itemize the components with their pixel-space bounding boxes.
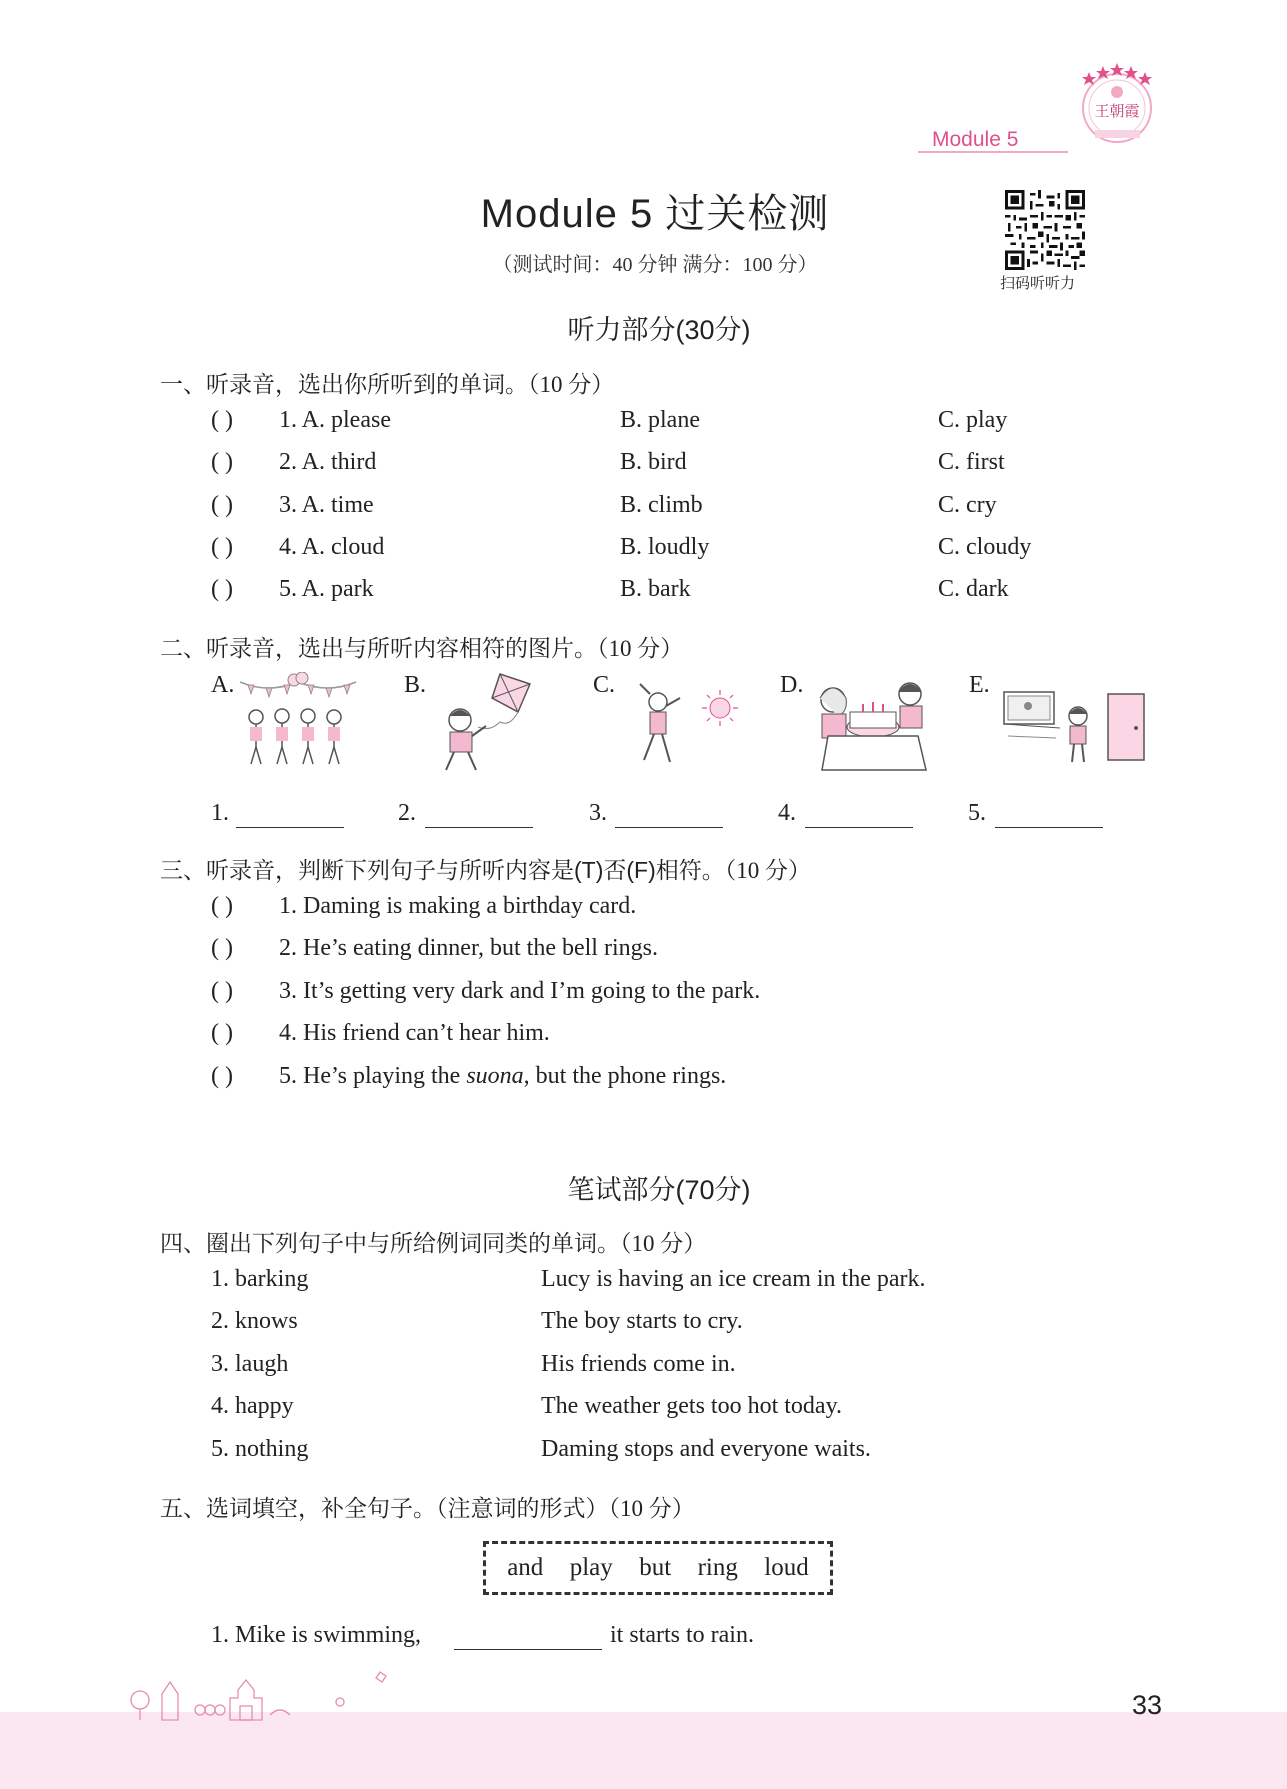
statement-text: 1. Daming is making a birthday card. bbox=[279, 893, 637, 919]
test-info: （测试时间：40 分钟 满分：100 分） bbox=[492, 254, 818, 276]
option-c: C. cloudy bbox=[938, 534, 1032, 560]
party-children-picture[interactable] bbox=[238, 672, 358, 772]
option-a: 2. A. third bbox=[279, 449, 377, 475]
answer-bracket[interactable]: ( ) bbox=[211, 576, 233, 602]
page-number: 33 bbox=[1132, 1690, 1163, 1720]
answer-blank-5[interactable] bbox=[995, 827, 1103, 828]
picture-label-e: E. bbox=[969, 672, 990, 698]
sentence-end: it starts to rain. bbox=[610, 1622, 754, 1648]
option-c: C. cry bbox=[938, 492, 997, 518]
q1-heading-text: 一、听录音，选出你所听到的单词。 bbox=[160, 371, 528, 397]
option-a: 3. A. time bbox=[279, 492, 374, 518]
option-a: 1. A. please bbox=[279, 407, 391, 433]
answer-bracket[interactable]: ( ) bbox=[211, 449, 233, 475]
boy-flying-kite-picture[interactable] bbox=[430, 672, 540, 777]
listening-section-title: 听力部分(30分) bbox=[567, 315, 751, 345]
option-b: B. loudly bbox=[620, 534, 710, 560]
option-c: C. play bbox=[938, 407, 1008, 433]
word-bank-item: ring bbox=[697, 1554, 738, 1581]
target-sentence[interactable]: The boy starts to cry. bbox=[541, 1308, 743, 1334]
q3-points: （10 分） bbox=[724, 858, 811, 883]
statement-text: 4. His friend can’t hear him. bbox=[279, 1020, 550, 1046]
writing-section-title: 笔试部分(70分) bbox=[567, 1175, 751, 1205]
target-sentence[interactable]: Daming stops and everyone waits. bbox=[541, 1436, 871, 1462]
answer-bracket[interactable]: ( ) bbox=[211, 935, 233, 961]
qr-label: 扫码听听力 bbox=[1000, 275, 1076, 292]
qr-code-icon[interactable] bbox=[1005, 190, 1085, 270]
q4-heading bbox=[160, 1225, 706, 1258]
statement-italic-word: suona bbox=[466, 1063, 524, 1089]
option-b: B. bird bbox=[620, 449, 687, 475]
answer-blank-2[interactable] bbox=[425, 827, 533, 828]
word-bank-item: and bbox=[507, 1554, 544, 1581]
answer-bracket[interactable]: ( ) bbox=[211, 893, 233, 919]
q4-points: （10 分） bbox=[620, 1231, 707, 1256]
blank-label-2: 2. bbox=[398, 800, 416, 826]
option-b: B. climb bbox=[620, 492, 703, 518]
example-word: 3. laugh bbox=[211, 1351, 289, 1377]
picture-label-d: D. bbox=[780, 672, 804, 698]
statement-text: 3. It’s getting very dark and I’m going to the park. bbox=[279, 978, 761, 1004]
answer-bracket[interactable]: ( ) bbox=[211, 1020, 233, 1046]
option-a: 4. A. cloud bbox=[279, 534, 385, 560]
answer-bracket[interactable]: ( ) bbox=[211, 978, 233, 1004]
q3-heading bbox=[160, 852, 811, 885]
q2-heading bbox=[160, 630, 683, 663]
tv-girl-door-picture[interactable] bbox=[1000, 688, 1150, 774]
blank-label-5: 5. bbox=[968, 800, 986, 826]
answer-bracket[interactable]: ( ) bbox=[211, 534, 233, 560]
target-sentence[interactable]: Lucy is having an ice cream in the park. bbox=[541, 1266, 926, 1292]
example-word: 5. nothing bbox=[211, 1436, 309, 1462]
picture-label-c: C. bbox=[593, 672, 616, 698]
blank-label-1: 1. bbox=[211, 800, 229, 826]
q1-heading bbox=[160, 366, 614, 399]
word-bank-item: play bbox=[569, 1554, 613, 1581]
statement-text-end: , but the phone rings. bbox=[523, 1063, 727, 1089]
statement-text bbox=[279, 1063, 726, 1090]
option-c: C. first bbox=[938, 449, 1005, 475]
blank-label-4: 4. bbox=[778, 800, 796, 826]
option-b: B. plane bbox=[620, 407, 700, 433]
q2-points: （10 分） bbox=[597, 636, 684, 661]
fill-blank[interactable] bbox=[454, 1649, 602, 1650]
q3-heading-text: 三、听录音，判断下列句子与所听内容是(T)否(F)相符。 bbox=[160, 857, 725, 883]
target-sentence[interactable]: His friends come in. bbox=[541, 1351, 736, 1377]
word-bank bbox=[483, 1541, 833, 1595]
logo-text: 王朝霞 bbox=[1094, 102, 1140, 120]
answer-blank-4[interactable] bbox=[805, 827, 913, 828]
q2-heading-text: 二、听录音，选出与所听内容相符的图片。 bbox=[160, 635, 597, 661]
option-b: B. bark bbox=[620, 576, 691, 602]
option-c: C. dark bbox=[938, 576, 1009, 602]
picture-label-b: B. bbox=[404, 672, 427, 698]
answer-blank-1[interactable] bbox=[236, 827, 344, 828]
q5-heading bbox=[160, 1490, 695, 1523]
q5-heading-text: 五、选词填空，补全句子。 bbox=[160, 1495, 436, 1521]
example-word: 4. happy bbox=[211, 1393, 294, 1419]
q5-note: （注意词的形式） bbox=[436, 1496, 609, 1521]
answer-bracket[interactable]: ( ) bbox=[211, 1063, 233, 1089]
target-sentence[interactable]: The weather gets too hot today. bbox=[541, 1393, 843, 1419]
q5-points: （10 分） bbox=[608, 1496, 695, 1521]
q4-heading-text: 四、圈出下列句子中与所给例词同类的单词。 bbox=[160, 1230, 620, 1256]
answer-blank-3[interactable] bbox=[615, 827, 723, 828]
statement-text-start: 5. He’s playing the bbox=[279, 1063, 467, 1089]
answer-bracket[interactable]: ( ) bbox=[211, 492, 233, 518]
castle-decoration-icon bbox=[120, 1660, 400, 1722]
module-tag: Module 5 bbox=[932, 128, 1019, 151]
statement-text: 2. He’s eating dinner, but the bell rings. bbox=[279, 935, 658, 961]
girls-birthday-cake-picture[interactable] bbox=[808, 672, 938, 774]
footer-band bbox=[0, 1712, 1287, 1789]
q1-points: （10 分） bbox=[528, 372, 615, 397]
sentence-start: 1. Mike is swimming, bbox=[211, 1622, 422, 1648]
picture-label-a: A. bbox=[211, 672, 235, 698]
example-word: 1. barking bbox=[211, 1266, 309, 1292]
word-bank-item: but bbox=[639, 1554, 672, 1581]
option-a: 5. A. park bbox=[279, 576, 374, 602]
brand-logo-icon bbox=[1075, 60, 1160, 145]
page-title: Module 5 过关检测 bbox=[480, 192, 830, 236]
girl-dancing-sun-picture[interactable] bbox=[618, 680, 748, 775]
blank-label-3: 3. bbox=[589, 800, 607, 826]
word-bank-item: loud bbox=[764, 1554, 809, 1581]
answer-bracket[interactable]: ( ) bbox=[211, 407, 233, 433]
example-word: 2. knows bbox=[211, 1308, 298, 1334]
